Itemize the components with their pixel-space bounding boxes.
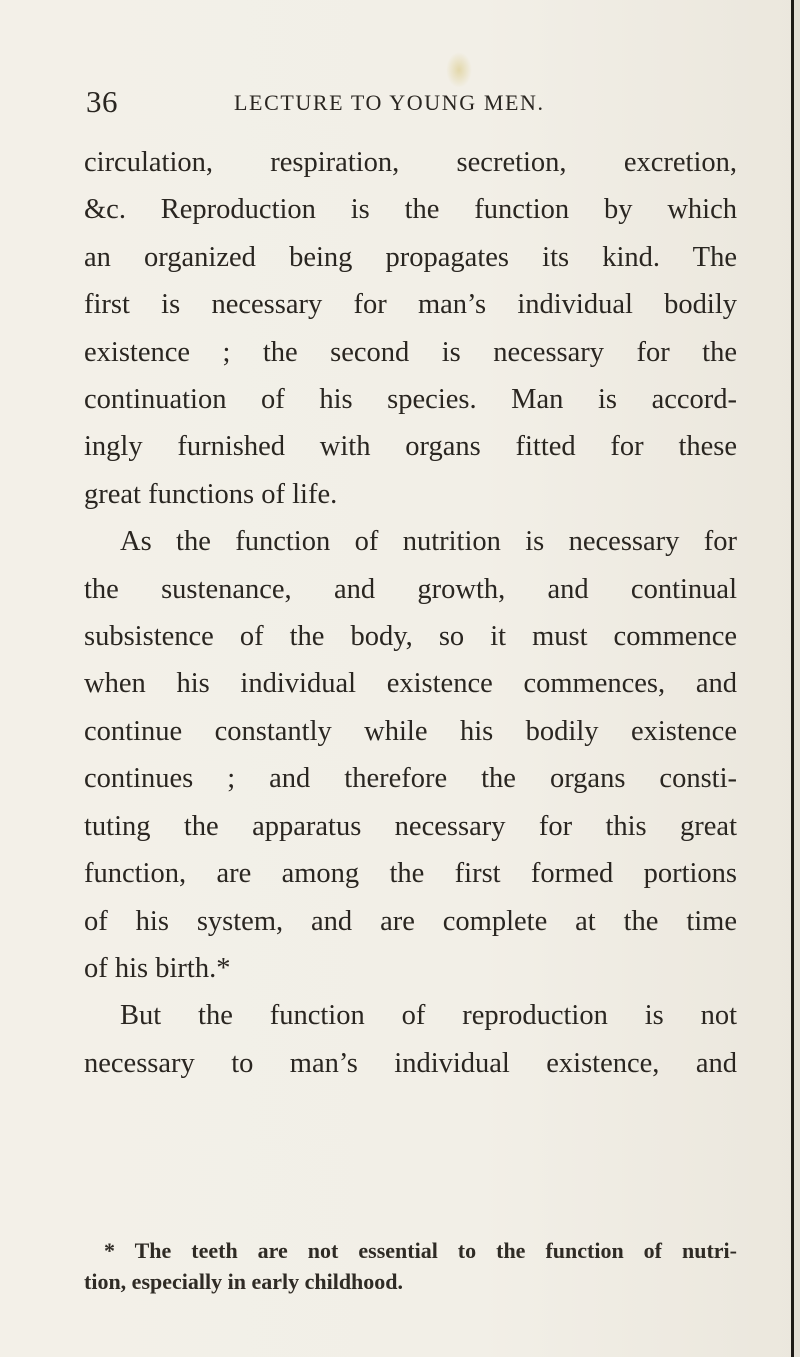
paper-stain bbox=[446, 52, 472, 88]
text-line: an organized being propagates its kind. The bbox=[84, 241, 737, 273]
footnote bbox=[84, 1235, 737, 1297]
page-edge-line bbox=[791, 0, 794, 1357]
page-edge-shade bbox=[794, 0, 800, 1357]
text-line: the sustenance, and growth, and continual bbox=[84, 573, 737, 605]
text-line: of his system, and are complete at the time bbox=[84, 905, 737, 937]
text-line: first is necessary for man’s individual bodily bbox=[84, 289, 737, 321]
text-line: subsistence of the body, so it must commence bbox=[84, 621, 737, 653]
body-text bbox=[84, 139, 737, 1087]
text-line: existence ; the second is necessary for the bbox=[84, 336, 737, 368]
running-title: LECTURE TO YOUNG MEN. bbox=[234, 90, 545, 115]
text-line: continue constantly while his bodily existence bbox=[84, 715, 737, 747]
text-line: of his birth.* bbox=[84, 952, 231, 984]
text-line: great functions of life. bbox=[84, 478, 338, 510]
text-line: function, are among the first formed portions bbox=[84, 858, 737, 890]
text-line: necessary to man’s individual existence, and bbox=[84, 1047, 737, 1079]
text-line: continues ; and therefore the organs consti- bbox=[84, 763, 737, 795]
paragraph-start-line: But the function of reproduction is not bbox=[120, 1000, 737, 1032]
text-line: circulation, respiration, secretion, excretion, bbox=[84, 147, 737, 178]
text-line: ingly furnished with organs fitted for these bbox=[84, 431, 737, 463]
text-line: tuting the apparatus necessary for this great bbox=[84, 810, 737, 842]
text-line: continuation of his species. Man is accord- bbox=[84, 384, 737, 416]
text-line: when his individual existence commences, and bbox=[84, 668, 737, 700]
page-number: 36 bbox=[86, 84, 118, 119]
text-line: &c. Reproduction is the function by which bbox=[84, 194, 737, 226]
page-header bbox=[86, 84, 746, 124]
paragraph-start-line: As the function of nutrition is necessary for bbox=[120, 526, 737, 558]
footnote-line: * The teeth are not essential to the function of nutri- bbox=[104, 1238, 737, 1263]
footnote-line: tion, especially in early childhood. bbox=[84, 1269, 404, 1294]
